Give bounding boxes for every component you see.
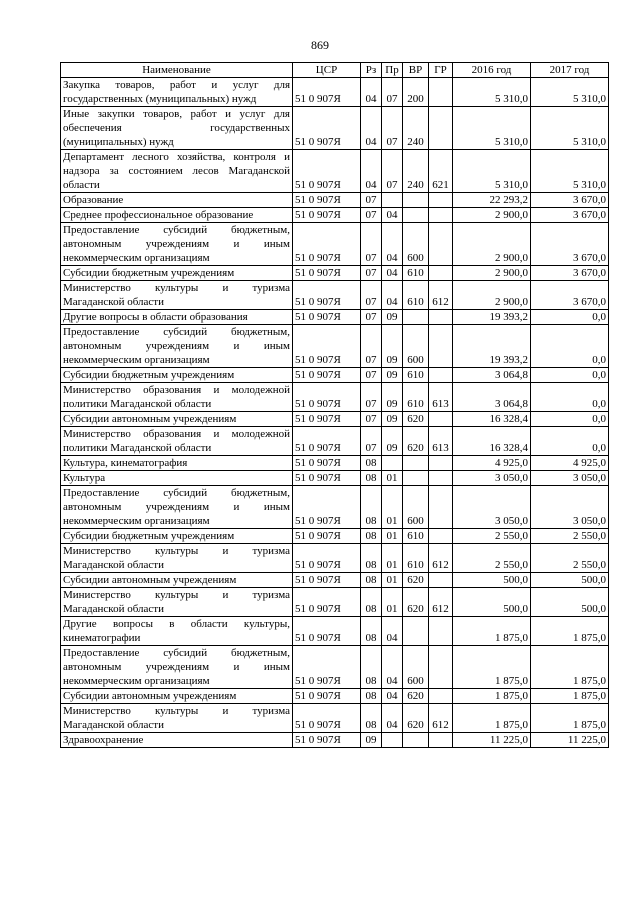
cell-2017: 3 670,0 xyxy=(531,223,609,266)
cell-rz: 08 xyxy=(361,529,382,544)
cell-rz: 07 xyxy=(361,383,382,412)
cell-rz: 08 xyxy=(361,544,382,573)
cell-2016: 500,0 xyxy=(453,573,531,588)
cell-vr: 600 xyxy=(403,223,429,266)
table-row xyxy=(61,646,609,689)
cell-pr: 09 xyxy=(382,368,403,383)
cell-gr xyxy=(429,573,453,588)
cell-2017: 0,0 xyxy=(531,383,609,412)
cell-pr: 04 xyxy=(382,281,403,310)
cell-2017: 1 875,0 xyxy=(531,704,609,733)
cell-csr: 51 0 907Я xyxy=(293,325,361,368)
cell-csr: 51 0 907Я xyxy=(293,310,361,325)
cell-2016: 16 328,4 xyxy=(453,427,531,456)
cell-2017: 3 670,0 xyxy=(531,281,609,310)
cell-name: Субсидии бюджетным учреждениям xyxy=(61,266,293,281)
table-row xyxy=(61,544,609,573)
table-row xyxy=(61,383,609,412)
cell-gr xyxy=(429,310,453,325)
cell-2016: 2 900,0 xyxy=(453,208,531,223)
cell-rz: 07 xyxy=(361,193,382,208)
cell-name: Предоставление субсидий бюджетным, автономным учреждениям и иным некоммерческим организациям xyxy=(61,646,293,689)
cell-2016: 5 310,0 xyxy=(453,78,531,107)
cell-pr: 09 xyxy=(382,325,403,368)
cell-name: Предоставление субсидий бюджетным, автономным учреждениям и иным некоммерческим организациям xyxy=(61,486,293,529)
cell-rz: 07 xyxy=(361,281,382,310)
cell-name: Министерство образования и молодежной политики Магаданской области xyxy=(61,427,293,456)
cell-name: Министерство культуры и туризма Магаданской области xyxy=(61,544,293,573)
header-rz: Рз xyxy=(361,63,382,78)
cell-pr: 04 xyxy=(382,704,403,733)
table-row xyxy=(61,617,609,646)
cell-vr: 610 xyxy=(403,266,429,281)
cell-gr xyxy=(429,617,453,646)
table-row xyxy=(61,368,609,383)
cell-csr: 51 0 907Я xyxy=(293,208,361,223)
table-row xyxy=(61,310,609,325)
table-row xyxy=(61,689,609,704)
cell-2017: 0,0 xyxy=(531,427,609,456)
cell-vr: 610 xyxy=(403,544,429,573)
table-row xyxy=(61,486,609,529)
cell-2017: 2 550,0 xyxy=(531,529,609,544)
cell-pr xyxy=(382,733,403,748)
cell-rz: 04 xyxy=(361,107,382,150)
cell-rz: 07 xyxy=(361,368,382,383)
cell-csr: 51 0 907Я xyxy=(293,193,361,208)
cell-pr: 07 xyxy=(382,78,403,107)
cell-gr xyxy=(429,412,453,427)
cell-pr: 01 xyxy=(382,573,403,588)
cell-2017: 3 050,0 xyxy=(531,486,609,529)
cell-vr xyxy=(403,733,429,748)
table-row xyxy=(61,193,609,208)
cell-vr: 240 xyxy=(403,107,429,150)
table-row xyxy=(61,704,609,733)
cell-name: Министерство культуры и туризма Магаданской области xyxy=(61,704,293,733)
cell-name: Закупка товаров, работ и услуг для государственных (муниципальных) нужд xyxy=(61,78,293,107)
table-row xyxy=(61,325,609,368)
cell-vr: 620 xyxy=(403,573,429,588)
cell-rz: 04 xyxy=(361,78,382,107)
table-row xyxy=(61,573,609,588)
cell-csr: 51 0 907Я xyxy=(293,281,361,310)
cell-2017: 3 050,0 xyxy=(531,471,609,486)
cell-2016: 2 550,0 xyxy=(453,544,531,573)
table-row xyxy=(61,281,609,310)
cell-rz: 08 xyxy=(361,456,382,471)
cell-name: Среднее профессиональное образование xyxy=(61,208,293,223)
cell-pr xyxy=(382,456,403,471)
cell-csr: 51 0 907Я xyxy=(293,383,361,412)
cell-pr: 01 xyxy=(382,471,403,486)
cell-vr: 200 xyxy=(403,78,429,107)
cell-2016: 1 875,0 xyxy=(453,617,531,646)
cell-gr xyxy=(429,646,453,689)
cell-csr: 51 0 907Я xyxy=(293,412,361,427)
cell-2017: 5 310,0 xyxy=(531,78,609,107)
cell-vr: 600 xyxy=(403,486,429,529)
cell-rz: 08 xyxy=(361,471,382,486)
cell-gr xyxy=(429,107,453,150)
cell-name: Предоставление субсидий бюджетным, автономным учреждениям и иным некоммерческим организациям xyxy=(61,325,293,368)
cell-2016: 2 900,0 xyxy=(453,223,531,266)
cell-csr: 51 0 907Я xyxy=(293,150,361,193)
cell-rz: 08 xyxy=(361,573,382,588)
cell-csr: 51 0 907Я xyxy=(293,368,361,383)
header-name: Наименование xyxy=(61,63,293,78)
cell-vr xyxy=(403,208,429,223)
cell-name: Субсидии бюджетным учреждениям xyxy=(61,368,293,383)
cell-name: Здравоохранение xyxy=(61,733,293,748)
cell-rz: 08 xyxy=(361,704,382,733)
cell-name: Субсидии бюджетным учреждениям xyxy=(61,529,293,544)
cell-csr: 51 0 907Я xyxy=(293,689,361,704)
cell-2017: 0,0 xyxy=(531,310,609,325)
cell-rz: 08 xyxy=(361,689,382,704)
cell-csr: 51 0 907Я xyxy=(293,456,361,471)
cell-name: Субсидии автономным учреждениям xyxy=(61,412,293,427)
cell-pr: 01 xyxy=(382,588,403,617)
cell-2017: 5 310,0 xyxy=(531,150,609,193)
cell-csr: 51 0 907Я xyxy=(293,427,361,456)
cell-gr xyxy=(429,689,453,704)
cell-name: Другие вопросы в области образования xyxy=(61,310,293,325)
cell-vr: 610 xyxy=(403,383,429,412)
cell-2016: 3 064,8 xyxy=(453,368,531,383)
cell-pr: 09 xyxy=(382,427,403,456)
cell-pr: 01 xyxy=(382,486,403,529)
cell-pr: 07 xyxy=(382,107,403,150)
cell-vr xyxy=(403,456,429,471)
cell-vr: 620 xyxy=(403,588,429,617)
table-body xyxy=(61,78,609,748)
cell-name: Культура xyxy=(61,471,293,486)
cell-2017: 3 670,0 xyxy=(531,208,609,223)
header-2017: 2017 год xyxy=(531,63,609,78)
cell-pr: 04 xyxy=(382,266,403,281)
cell-gr xyxy=(429,208,453,223)
cell-name: Министерство культуры и туризма Магаданской области xyxy=(61,588,293,617)
cell-vr xyxy=(403,310,429,325)
cell-2016: 500,0 xyxy=(453,588,531,617)
cell-2016: 2 900,0 xyxy=(453,266,531,281)
cell-2016: 3 050,0 xyxy=(453,471,531,486)
cell-rz: 08 xyxy=(361,588,382,617)
cell-2016: 1 875,0 xyxy=(453,646,531,689)
cell-csr: 51 0 907Я xyxy=(293,471,361,486)
cell-2016: 11 225,0 xyxy=(453,733,531,748)
cell-name: Предоставление субсидий бюджетным, автономным учреждениям и иным некоммерческим организациям xyxy=(61,223,293,266)
cell-gr: 612 xyxy=(429,281,453,310)
table-row xyxy=(61,208,609,223)
cell-name: Субсидии автономным учреждениям xyxy=(61,573,293,588)
cell-gr xyxy=(429,733,453,748)
cell-pr: 04 xyxy=(382,223,403,266)
budget-table xyxy=(60,62,609,748)
table-row xyxy=(61,107,609,150)
cell-csr: 51 0 907Я xyxy=(293,646,361,689)
cell-pr: 09 xyxy=(382,383,403,412)
table-row xyxy=(61,456,609,471)
cell-vr: 620 xyxy=(403,704,429,733)
cell-pr xyxy=(382,193,403,208)
cell-2016: 19 393,2 xyxy=(453,310,531,325)
cell-2016: 19 393,2 xyxy=(453,325,531,368)
cell-2016: 2 900,0 xyxy=(453,281,531,310)
cell-2016: 22 293,2 xyxy=(453,193,531,208)
cell-pr: 04 xyxy=(382,646,403,689)
cell-csr: 51 0 907Я xyxy=(293,107,361,150)
cell-2017: 500,0 xyxy=(531,573,609,588)
cell-2017: 0,0 xyxy=(531,368,609,383)
cell-2016: 2 550,0 xyxy=(453,529,531,544)
cell-csr: 51 0 907Я xyxy=(293,617,361,646)
cell-2017: 1 875,0 xyxy=(531,689,609,704)
cell-rz: 07 xyxy=(361,325,382,368)
cell-gr xyxy=(429,78,453,107)
cell-name: Иные закупки товаров, работ и услуг для обеспечения государственных (муниципальных) нужд xyxy=(61,107,293,150)
cell-gr xyxy=(429,325,453,368)
table-row xyxy=(61,471,609,486)
cell-csr: 51 0 907Я xyxy=(293,223,361,266)
cell-csr: 51 0 907Я xyxy=(293,529,361,544)
cell-2017: 1 875,0 xyxy=(531,617,609,646)
cell-name: Департамент лесного хозяйства, контроля и надзора за состоянием лесов Магаданской области xyxy=(61,150,293,193)
cell-2016: 1 875,0 xyxy=(453,704,531,733)
cell-pr: 04 xyxy=(382,617,403,646)
cell-rz: 07 xyxy=(361,208,382,223)
cell-gr: 613 xyxy=(429,427,453,456)
header-2016: 2016 год xyxy=(453,63,531,78)
header-pr: Пр xyxy=(382,63,403,78)
cell-vr: 610 xyxy=(403,529,429,544)
cell-vr: 240 xyxy=(403,150,429,193)
cell-name: Субсидии автономным учреждениям xyxy=(61,689,293,704)
cell-rz: 07 xyxy=(361,427,382,456)
cell-csr: 51 0 907Я xyxy=(293,266,361,281)
cell-vr xyxy=(403,193,429,208)
cell-csr: 51 0 907Я xyxy=(293,544,361,573)
cell-gr: 613 xyxy=(429,383,453,412)
page-number: 869 xyxy=(311,38,329,52)
cell-rz: 08 xyxy=(361,486,382,529)
cell-2017: 3 670,0 xyxy=(531,266,609,281)
cell-vr: 600 xyxy=(403,646,429,689)
cell-2017: 5 310,0 xyxy=(531,107,609,150)
cell-gr xyxy=(429,529,453,544)
cell-gr: 612 xyxy=(429,544,453,573)
table-row xyxy=(61,588,609,617)
cell-name: Министерство образования и молодежной политики Магаданской области xyxy=(61,383,293,412)
cell-2016: 5 310,0 xyxy=(453,150,531,193)
cell-vr xyxy=(403,471,429,486)
cell-2017: 1 875,0 xyxy=(531,646,609,689)
cell-vr: 610 xyxy=(403,281,429,310)
cell-2017: 500,0 xyxy=(531,588,609,617)
header-gr: ГР xyxy=(429,63,453,78)
cell-2017: 2 550,0 xyxy=(531,544,609,573)
cell-rz: 07 xyxy=(361,223,382,266)
cell-gr xyxy=(429,456,453,471)
table-row xyxy=(61,529,609,544)
cell-pr: 04 xyxy=(382,208,403,223)
cell-2017: 0,0 xyxy=(531,412,609,427)
cell-csr: 51 0 907Я xyxy=(293,588,361,617)
cell-csr: 51 0 907Я xyxy=(293,573,361,588)
header-csr: ЦСР xyxy=(293,63,361,78)
cell-2016: 3 050,0 xyxy=(453,486,531,529)
cell-gr xyxy=(429,223,453,266)
cell-pr: 09 xyxy=(382,310,403,325)
cell-name: Министерство культуры и туризма Магаданской области xyxy=(61,281,293,310)
cell-pr: 01 xyxy=(382,529,403,544)
cell-2016: 5 310,0 xyxy=(453,107,531,150)
cell-gr xyxy=(429,368,453,383)
cell-pr: 09 xyxy=(382,412,403,427)
cell-2016: 1 875,0 xyxy=(453,689,531,704)
cell-csr: 51 0 907Я xyxy=(293,78,361,107)
cell-rz: 08 xyxy=(361,617,382,646)
table-row xyxy=(61,412,609,427)
cell-2016: 3 064,8 xyxy=(453,383,531,412)
cell-gr xyxy=(429,486,453,529)
cell-rz: 07 xyxy=(361,412,382,427)
cell-pr: 01 xyxy=(382,544,403,573)
cell-rz: 04 xyxy=(361,150,382,193)
table-row xyxy=(61,223,609,266)
cell-vr xyxy=(403,617,429,646)
cell-gr xyxy=(429,266,453,281)
cell-gr: 621 xyxy=(429,150,453,193)
cell-vr: 620 xyxy=(403,689,429,704)
cell-name: Образование xyxy=(61,193,293,208)
cell-2017: 11 225,0 xyxy=(531,733,609,748)
table-row xyxy=(61,427,609,456)
cell-2016: 4 925,0 xyxy=(453,456,531,471)
table-row xyxy=(61,266,609,281)
cell-pr: 07 xyxy=(382,150,403,193)
table-header-row xyxy=(61,63,609,78)
cell-name: Другие вопросы в области культуры, кинематографии xyxy=(61,617,293,646)
cell-vr: 600 xyxy=(403,325,429,368)
cell-csr: 51 0 907Я xyxy=(293,486,361,529)
header-vr: ВР xyxy=(403,63,429,78)
cell-csr: 51 0 907Я xyxy=(293,733,361,748)
table-row xyxy=(61,150,609,193)
cell-2017: 3 670,0 xyxy=(531,193,609,208)
table-row xyxy=(61,78,609,107)
cell-name: Культура, кинематография xyxy=(61,456,293,471)
cell-rz: 07 xyxy=(361,266,382,281)
cell-vr: 610 xyxy=(403,368,429,383)
cell-rz: 08 xyxy=(361,646,382,689)
cell-2017: 0,0 xyxy=(531,325,609,368)
cell-gr xyxy=(429,193,453,208)
cell-2017: 4 925,0 xyxy=(531,456,609,471)
cell-2016: 16 328,4 xyxy=(453,412,531,427)
cell-vr: 620 xyxy=(403,427,429,456)
table-row xyxy=(61,733,609,748)
cell-gr xyxy=(429,471,453,486)
cell-csr: 51 0 907Я xyxy=(293,704,361,733)
cell-gr: 612 xyxy=(429,588,453,617)
cell-rz: 07 xyxy=(361,310,382,325)
cell-pr: 04 xyxy=(382,689,403,704)
cell-gr: 612 xyxy=(429,704,453,733)
cell-vr: 620 xyxy=(403,412,429,427)
cell-rz: 09 xyxy=(361,733,382,748)
